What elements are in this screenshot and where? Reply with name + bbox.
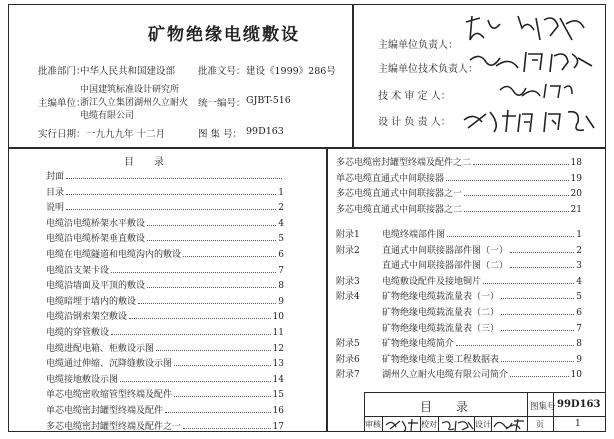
editor-label: 主编单位： <box>38 98 86 109</box>
title-block-page-label: 页 <box>536 420 544 429</box>
toc-left-item-leader <box>147 287 276 288</box>
appendix-item-page: 10 <box>570 370 582 381</box>
appendix-item-title[interactable]: 矿物绝缘电缆载流量表（一） <box>382 292 500 303</box>
toc-left-item-title[interactable]: 电缆沿电缆桥架水平敷设 <box>46 218 146 229</box>
title-block-vline-2 <box>553 392 554 432</box>
appendix-item-number: 附录7 <box>336 370 360 381</box>
title-block-vline-1 <box>527 392 528 432</box>
appendix-item-title[interactable]: 矿物绝缘电缆载流量表（三） <box>382 323 500 334</box>
header-divider <box>352 4 354 148</box>
toc-right-item-page: 18 <box>570 158 582 168</box>
appendix-item-title[interactable]: 直通式中间联接器部件图（二） <box>382 261 509 272</box>
title-block-review-label: 审核 <box>365 420 381 429</box>
appendix-item-row <box>336 351 582 365</box>
toc-left-item-leader <box>138 303 276 304</box>
appendix-item-leader <box>501 314 574 315</box>
appendix-item-row <box>336 366 582 380</box>
appendix-item-title[interactable]: 直通式中间联接器部件图（一） <box>382 245 509 256</box>
toc-left-item-row <box>46 324 284 338</box>
title-block-page-value: 1 <box>575 419 581 429</box>
appendix-item-page: 8 <box>576 339 582 350</box>
appendix-item-page: 4 <box>576 276 582 287</box>
appendix-item-title[interactable]: 电缆终端部件图 <box>382 230 446 240</box>
appendix-item-title[interactable]: 矿物绝缘电缆载流量表（二） <box>382 308 500 318</box>
toc-left-item-title[interactable]: 电缆暗埋于墙内的敷设 <box>46 296 137 307</box>
toc-left-item-page: 8 <box>278 281 284 292</box>
appendix-item-title[interactable]: 矿物绝缘电缆主要工程数据表 <box>382 354 500 365</box>
toc-left-item-title[interactable]: 单芯电缆密收缩管型终端及配件 <box>46 390 173 401</box>
toc-left-item-row <box>46 168 284 182</box>
toc-left-item-leader <box>147 240 276 241</box>
date-label: 实行日期： <box>38 129 86 140</box>
toc-left-item-title[interactable]: 电缆沿墙面及平顶的敷设 <box>46 281 146 292</box>
toc-right-item-row <box>336 201 582 215</box>
appendix-item-leader <box>501 298 574 299</box>
appendix-item-title[interactable]: 矿物绝缘电缆简介 <box>382 339 455 350</box>
appendix-item-row <box>336 288 582 302</box>
appendix-item-row <box>336 304 582 318</box>
atlas-label: 图 集 号： <box>198 129 243 140</box>
title-block-vline-5 <box>438 416 439 432</box>
appendix-item-title[interactable]: 电缆敷设配件及接地铜片 <box>382 276 482 287</box>
toc-right-item-row <box>336 154 582 168</box>
toc-left-item-row <box>46 308 284 322</box>
toc-left-item-row <box>46 355 284 369</box>
appendix-item-row <box>336 335 582 349</box>
toc-left-item-leader <box>183 256 276 257</box>
checker-signature <box>440 417 474 432</box>
toc-left-item-leader <box>147 225 276 226</box>
toc-left-item-page: 15 <box>272 390 284 401</box>
toc-left-item-page: 11 <box>272 328 284 338</box>
toc-right-item-leader <box>473 164 569 165</box>
toc-right-item-title[interactable]: 多芯电缆密封罐型终端及配件之二 <box>336 158 472 168</box>
appendix-item-page: 1 <box>576 230 582 240</box>
toc-left-item-page: 6 <box>278 250 284 260</box>
toc-left-item-leader <box>111 334 271 335</box>
toc-left-item-page: 16 <box>272 406 284 416</box>
appendix-item-leader <box>456 345 574 346</box>
editor-line-3: 电缆有限公司 <box>80 111 135 121</box>
toc-left-item-row <box>46 262 284 276</box>
toc-left-item-title[interactable]: 电缆通过伸缩、沉降缝敷设示图 <box>46 359 173 370</box>
toc-left-item-leader <box>66 209 276 210</box>
appendix-item-page: 6 <box>576 308 582 318</box>
appendix-item-page: 9 <box>576 354 582 365</box>
appendix-item-number: 附录4 <box>336 292 360 303</box>
approval-dept-value: 中华人民共和国建设部 <box>80 66 176 77</box>
appendix-item-page: 3 <box>576 261 582 272</box>
toc-left-item-leader <box>66 194 276 195</box>
signature-design-chief <box>460 104 600 138</box>
toc-right-item-page: 20 <box>570 189 582 200</box>
appendix-item-leader <box>510 267 574 268</box>
title-block-check-label: 校对 <box>421 420 437 429</box>
toc-right-item-title[interactable]: 多芯电缆直通式中间联接器之二 <box>336 204 463 215</box>
toc-left-item-page: 9 <box>278 296 284 307</box>
toc-right-item-row <box>336 170 582 184</box>
code-label: 统一编号： <box>198 98 246 109</box>
toc-left-item-leader <box>156 350 271 351</box>
toc-left-item-row <box>46 184 284 198</box>
toc-left-item-title[interactable]: 电缆在电缆隧道和电缆沟内的敷设 <box>46 250 182 260</box>
toc-right-item-row <box>336 185 582 199</box>
toc-left-item-page: 12 <box>272 343 284 354</box>
appendix-item-page: 7 <box>576 323 582 334</box>
toc-left-item-row <box>46 246 284 260</box>
appendix-item-number: 附录6 <box>336 354 360 365</box>
appendix-item-page: 5 <box>576 292 582 303</box>
responsible-label-4: 设 计 负 责 人： <box>378 117 451 128</box>
toc-left-item-page: 1 <box>278 187 284 198</box>
toc-left-item-leader <box>165 412 271 413</box>
appendix-item-row <box>336 242 582 256</box>
toc-left-item-page: 4 <box>278 218 284 229</box>
toc-right-item-title[interactable]: 单芯电缆直通式中间联接器 <box>336 173 445 184</box>
designer-signature <box>492 417 526 432</box>
toc-left-item-title[interactable]: 电缆的穿管敷设 <box>46 328 110 338</box>
toc-left-item-row <box>46 199 284 213</box>
toc-left-item-page: 2 <box>278 203 284 214</box>
appendix-item-leader <box>510 376 569 377</box>
toc-left-item-leader <box>174 365 271 366</box>
atlas-value: 99D163 <box>246 126 284 137</box>
toc-left-item-page: 17 <box>272 421 284 432</box>
appendix-item-leader <box>510 252 574 253</box>
code-value: GJBT-516 <box>246 95 291 106</box>
toc-left-item-page: 10 <box>272 312 284 323</box>
editor-line-2: 浙江久立集团湖州久立耐火 <box>80 98 189 108</box>
toc-left-item-leader <box>129 318 271 319</box>
toc-left-item-leader <box>120 381 271 382</box>
signature-technical-chief <box>466 46 596 76</box>
title-block-name: 目 录 <box>420 400 469 414</box>
appendix-item-number: 附录1 <box>336 230 360 240</box>
toc-left-item-title[interactable]: 电缆沿钢索架空敷设 <box>46 312 128 323</box>
toc-right-item-page: 19 <box>570 173 582 184</box>
toc-left-item-row <box>46 230 284 244</box>
date-value: 一九九九年 十二月 <box>86 129 166 140</box>
toc-right-item-title[interactable]: 多芯电缆直通式中间联接器之一 <box>336 189 463 200</box>
responsible-label-3: 技 术 审 定 人： <box>378 91 451 102</box>
toc-left-item-row <box>46 215 284 229</box>
toc-right-item-page: 21 <box>570 204 582 215</box>
toc-right-item-leader <box>446 180 569 181</box>
toc-left-item-title[interactable]: 电缆沿电缆桥架垂直敷设 <box>46 234 146 245</box>
signature-technical-reviewer <box>496 78 576 102</box>
toc-left-item-page: 5 <box>278 234 284 245</box>
toc-left-item-page: 13 <box>272 359 284 370</box>
appendix-item-row <box>336 320 582 334</box>
contents-divider <box>326 148 328 432</box>
toc-left-item-row <box>46 386 284 400</box>
toc-left-item-title[interactable]: 说明 <box>46 203 65 214</box>
toc-heading: 目 录 <box>124 157 164 168</box>
appendix-item-page: 2 <box>576 245 582 256</box>
toc-left-item-row <box>46 402 284 416</box>
appendix-item-row <box>336 257 582 271</box>
appendix-item-leader <box>501 361 574 362</box>
toc-left-item-page: 14 <box>272 374 284 385</box>
reviewer-signature <box>384 417 420 432</box>
appendix-item-leader <box>447 236 574 237</box>
toc-left-item-title[interactable]: 封面 <box>46 172 65 182</box>
toc-left-item-leader <box>66 178 282 179</box>
toc-left-item-row <box>46 371 284 385</box>
toc-left-item-leader <box>111 272 276 273</box>
toc-left-item-row <box>46 418 284 432</box>
appendix-item-number: 附录5 <box>336 339 360 350</box>
appendix-item-title[interactable]: 湖州久立耐火电缆有限公司简介 <box>382 370 509 381</box>
responsible-label-1: 主编单位负责人： <box>378 40 458 51</box>
toc-left-item-leader <box>183 428 271 429</box>
approval-doc-label: 批准文号： <box>198 66 246 77</box>
appendix-item-leader <box>501 330 574 331</box>
toc-left-item-title[interactable]: 电缆进配电箱、柜敷设示图 <box>46 343 155 354</box>
toc-right-item-leader <box>464 211 569 212</box>
approval-doc-value: 建设《1999》286号 <box>246 66 336 77</box>
toc-left-item-title[interactable]: 电缆沿支架卡设 <box>46 265 110 276</box>
approval-dept-label: 批准部门： <box>38 66 86 77</box>
toc-left-item-row <box>46 293 284 307</box>
toc-right-item-leader <box>464 195 569 196</box>
signature-chief-editor <box>462 10 602 46</box>
appendix-item-leader <box>483 283 574 284</box>
toc-left-item-page: 7 <box>278 265 284 276</box>
toc-left-item-title[interactable]: 目录 <box>46 187 65 198</box>
title-block-atlas-value: 99D163 <box>557 399 601 410</box>
appendix-item-row <box>336 273 582 287</box>
appendix-item-number: 附录3 <box>336 276 360 287</box>
appendix-item-number: 附录2 <box>336 245 360 256</box>
toc-left-item-leader <box>174 396 271 397</box>
toc-left-item-title[interactable]: 多芯电缆密封罐型终端及配件之一 <box>46 421 182 432</box>
toc-left-item-row <box>46 340 284 354</box>
toc-left-item-title[interactable]: 单芯电缆密封罐型终端及配件 <box>46 406 164 416</box>
responsible-label-2: 主编单位技术负责人： <box>378 64 478 75</box>
toc-left-item-title[interactable]: 电缆接地敷设示图 <box>46 374 119 385</box>
appendix-item-row <box>336 226 582 240</box>
editor-line-1: 中国建筑标准设计研究所 <box>80 85 180 95</box>
toc-left-item-row <box>46 277 284 291</box>
title-block-atlas-label: 图集号 <box>530 402 556 412</box>
page-title: 矿物绝缘电缆敷设 <box>148 25 300 45</box>
title-block-vline-3 <box>382 416 383 432</box>
title-block-design-label: 设计 <box>475 420 491 429</box>
